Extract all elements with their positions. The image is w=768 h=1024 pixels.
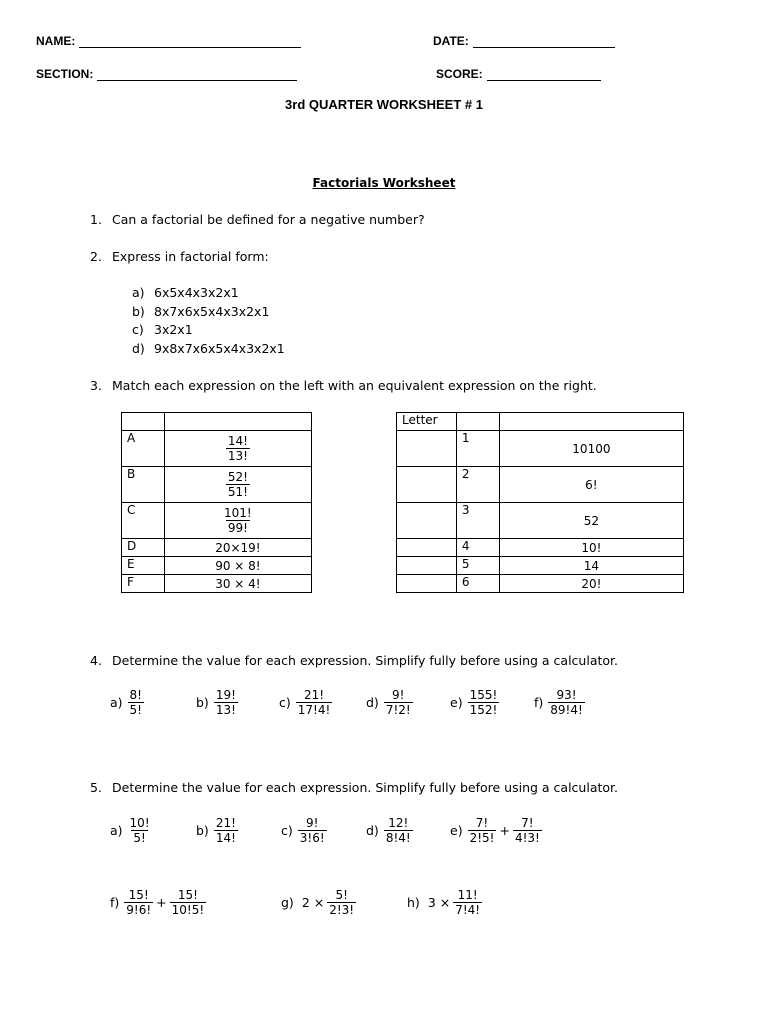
date-label: DATE: <box>433 34 469 48</box>
fraction: $\frac{52!}{51!}$ <box>227 470 248 499</box>
question-1 <box>90 212 425 227</box>
question-text: Determine the value for each expression. Simplify fully before using a calculator. <box>112 653 618 668</box>
left-match-table <box>121 412 312 593</box>
table-row <box>397 575 684 593</box>
table-row <box>122 503 312 539</box>
answer-cell[interactable] <box>397 431 457 467</box>
list-item: c) 3x2x1 <box>132 322 193 337</box>
question-text: Determine the value for each expression. Simplify fully before using a calculator. <box>112 780 618 795</box>
row-expression: 20×19! <box>164 539 311 557</box>
table-cell <box>164 413 311 431</box>
question-number: 1. <box>90 212 102 227</box>
question-5 <box>90 780 618 795</box>
list-item: a) 6x5x4x3x2x1 <box>132 285 239 300</box>
fraction: $\frac{15!}{9!6!}$ <box>126 888 152 917</box>
q5-item-b: b) $\frac{21!}{14!}$ <box>196 816 236 845</box>
date-line[interactable] <box>473 36 615 48</box>
row-number: 6 <box>456 575 499 593</box>
plus-sign: + <box>499 823 510 838</box>
table-row <box>122 467 312 503</box>
row-letter: B <box>122 467 165 503</box>
table-cell <box>122 413 165 431</box>
fraction: $\frac{14!}{13!}$ <box>227 434 248 463</box>
q5-item-c: c) $\frac{9!}{3!6!}$ <box>281 816 325 845</box>
section-field <box>36 67 297 81</box>
row-number: 2 <box>456 467 499 503</box>
fraction: $\frac{21!}{17!4!}$ <box>297 688 331 717</box>
q4-item-b: b) $\frac{19!}{13!}$ <box>196 688 236 717</box>
name-line[interactable] <box>79 36 301 48</box>
coefficient: 2 × <box>301 895 325 910</box>
row-expression: 30 × 4! <box>164 575 311 593</box>
table-row <box>122 557 312 575</box>
fraction: $\frac{9!}{7!2!}$ <box>385 688 411 717</box>
answer-cell[interactable] <box>397 467 457 503</box>
right-match-table <box>396 412 684 593</box>
question-4 <box>90 653 618 668</box>
row-value: 20! <box>499 575 683 593</box>
fraction: $\frac{7!}{2!5!}$ <box>469 816 495 845</box>
question-number: 4. <box>90 653 102 668</box>
row-number: 4 <box>456 539 499 557</box>
table-row <box>397 431 684 467</box>
q5-item-d: d) $\frac{12!}{8!4!}$ <box>366 816 411 845</box>
question-number: 3. <box>90 378 102 393</box>
score-field <box>436 67 601 81</box>
row-number: 3 <box>456 503 499 539</box>
score-line[interactable] <box>487 69 601 81</box>
answer-cell[interactable] <box>397 503 457 539</box>
row-number: 1 <box>456 431 499 467</box>
question-text: Match each expression on the left with an equivalent expression on the right. <box>112 378 597 393</box>
table-row <box>122 575 312 593</box>
fraction: $\frac{7!}{4!3!}$ <box>514 816 540 845</box>
fraction: $\frac{9!}{3!6!}$ <box>299 816 325 845</box>
table-row <box>122 431 312 467</box>
row-value: 10! <box>499 539 683 557</box>
name-label: NAME: <box>36 34 76 48</box>
date-field <box>433 34 615 48</box>
worksheet-subtitle: Factorials Worksheet <box>312 176 456 190</box>
q4-item-c: c) $\frac{21!}{17!4!}$ <box>279 688 331 717</box>
section-label: SECTION: <box>36 67 94 81</box>
plus-sign: + <box>156 895 167 910</box>
section-line[interactable] <box>97 69 297 81</box>
answer-cell[interactable] <box>397 539 457 557</box>
list-item: b) 8x7x6x5x4x3x2x1 <box>132 303 270 319</box>
q5-item-e: e) $\frac{7!}{2!5!}$ + $\frac{7!}{4!3!}$ <box>450 816 540 845</box>
fraction: $\frac{11!}{7!4!}$ <box>455 888 481 917</box>
worksheet-title: 3rd QUARTER WORKSHEET # 1 <box>285 97 483 112</box>
row-expression: 90 × 8! <box>164 557 311 575</box>
row-letter: D <box>122 539 165 557</box>
answer-cell[interactable] <box>397 557 457 575</box>
question-text: Can a factorial be defined for a negative number? <box>112 212 425 227</box>
coefficient: 3 × <box>427 895 451 910</box>
row-letter: E <box>122 557 165 575</box>
question-3 <box>90 378 597 393</box>
question-2 <box>90 249 269 264</box>
question-number: 2. <box>90 249 102 264</box>
q5-item-a: a) $\frac{10!}{5!}$ <box>110 816 150 845</box>
q5-item-g: g) 2 × $\frac{5!}{2!3!}$ <box>281 888 355 917</box>
q4-item-a: a) $\frac{8!}{5!}$ <box>110 688 142 717</box>
fraction: $\frac{5!}{2!3!}$ <box>329 888 355 917</box>
q5-item-h: h) 3 × $\frac{11!}{7!4!}$ <box>407 888 481 917</box>
row-value: 14 <box>499 557 683 575</box>
fraction: $\frac{15!}{10!5!}$ <box>171 888 205 917</box>
q5-item-f: f) $\frac{15!}{9!6!}$ + $\frac{15!}{10!5!}$ <box>110 888 205 917</box>
question-text: Express in factorial form: <box>112 249 269 264</box>
fraction: $\frac{101!}{99!}$ <box>224 506 252 535</box>
row-value: 6! <box>499 467 683 503</box>
table-row <box>397 503 684 539</box>
q4-item-e: e) $\frac{155!}{152!}$ <box>450 688 498 717</box>
question-number: 5. <box>90 780 102 795</box>
answer-cell[interactable] <box>397 575 457 593</box>
fraction: $\frac{12!}{8!4!}$ <box>385 816 411 845</box>
score-label: SCORE: <box>436 67 483 81</box>
table-row <box>122 539 312 557</box>
fraction: $\frac{8!}{5!}$ <box>129 688 142 717</box>
q4-item-d: d) $\frac{9!}{7!2!}$ <box>366 688 411 717</box>
fraction: $\frac{21!}{14!}$ <box>215 816 236 845</box>
table-row <box>397 539 684 557</box>
name-field <box>36 34 301 48</box>
fraction: $\frac{93!}{89!4!}$ <box>550 688 583 717</box>
question-2-items <box>132 284 285 358</box>
row-value: 52 <box>499 503 683 539</box>
fraction: $\frac{155!}{152!}$ <box>469 688 498 717</box>
row-value: 10100 <box>499 431 683 467</box>
fraction: $\frac{10!}{5!}$ <box>129 816 150 845</box>
q4-item-f: f) $\frac{93!}{89!4!}$ <box>534 688 583 717</box>
table-header-row <box>397 413 684 431</box>
letter-header: Letter <box>397 413 457 431</box>
row-letter: F <box>122 575 165 593</box>
table-row <box>397 467 684 503</box>
table-row <box>397 557 684 575</box>
list-item: d) 9x8x7x6x5x4x3x2x1 <box>132 340 285 356</box>
row-letter: C <box>122 503 165 539</box>
row-number: 5 <box>456 557 499 575</box>
fraction: $\frac{19!}{13!}$ <box>215 688 236 717</box>
row-letter: A <box>122 431 165 467</box>
